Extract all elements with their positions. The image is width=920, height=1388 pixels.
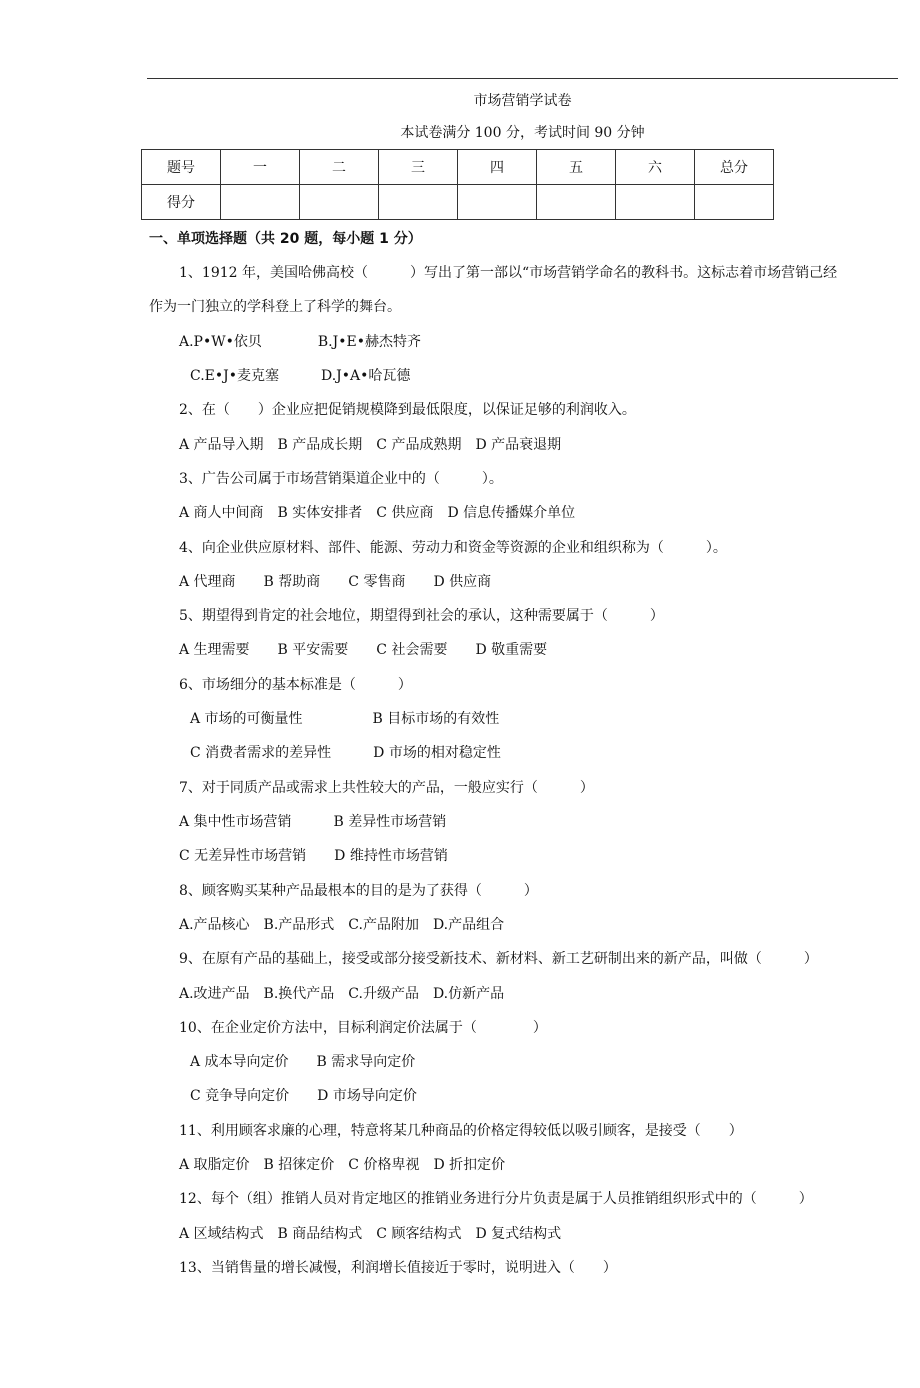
answer-options: A.改进产品 B.换代产品 C.升级产品 D.仿新产品 (179, 986, 505, 1002)
answer-options: C 竞争导向定价 D 市场导向定价 (190, 1088, 417, 1104)
table-cell: 得分 (142, 185, 221, 220)
question-text: 9、在原有产品的基础上，接受或部分接受新技术、新材料、新工艺研制出来的新产品，叫做（ ） (179, 951, 818, 967)
score-cell (379, 185, 458, 220)
answer-options: A 生理需要 B 平安需要 C 社会需要 D 敬重需要 (179, 642, 548, 658)
table-cell: 二 (300, 150, 379, 185)
table-cell: 一 (221, 150, 300, 185)
score-cell (221, 185, 300, 220)
score-cell (300, 185, 379, 220)
answer-options: C 消费者需求的差异性 D 市场的相对稳定性 (190, 745, 501, 761)
exam-info: 本试卷满分 100 分，考试时间 90 分钟 (400, 125, 645, 141)
section-heading: 一、单项选择题（共 20 题，每小题 1 分） (149, 231, 422, 247)
answer-options: C.E•J•麦克塞 D.J•A•哈瓦德 (190, 368, 411, 384)
answer-options: A 集中性市场营销 B 差异性市场营销 (179, 814, 447, 830)
answer-options: A.产品核心 B.产品形式 C.产品附加 D.产品组合 (179, 917, 505, 933)
question-text: 10、在企业定价方法中，目标利润定价法属于（ ） (179, 1020, 547, 1036)
score-cell (616, 185, 695, 220)
question-text: 4、向企业供应原材料、部件、能源、劳动力和资金等资源的企业和组织称为（ ）。 (179, 540, 727, 556)
score-cell (537, 185, 616, 220)
table-cell: 题号 (142, 150, 221, 185)
table-cell: 三 (379, 150, 458, 185)
table-cell: 五 (537, 150, 616, 185)
page-title: 市场营销学试卷 (473, 93, 572, 109)
answer-options: C 无差异性市场营销 D 维持性市场营销 (179, 848, 448, 864)
answer-options: A 区域结构式 B 商品结构式 C 顾客结构式 D 复式结构式 (179, 1226, 562, 1242)
question-text: 5、期望得到肯定的社会地位，期望得到社会的承认，这种需要属于（ ） (179, 608, 664, 624)
question-text: 8、顾客购买某种产品最根本的目的是为了获得（ ） (179, 883, 538, 899)
table-cell: 四 (458, 150, 537, 185)
score-cell (695, 185, 774, 220)
table-cell: 六 (616, 150, 695, 185)
answer-options: A 成本导向定价 B 需求导向定价 (190, 1054, 416, 1070)
question-text: 2、在（ ）企业应把促销规模降到最低限度，以保证足够的利润收入。 (179, 402, 636, 418)
answer-options: A 取脂定价 B 招徕定价 C 价格卑视 D 折扣定价 (179, 1157, 506, 1173)
answer-options: A 代理商 B 帮助商 C 零售商 D 供应商 (179, 574, 492, 590)
score-cell (458, 185, 537, 220)
table-row (142, 150, 774, 185)
question-text: 11、利用顾客求廉的心理，特意将某几种商品的价格定得较低以吸引顾客，是接受（ ） (179, 1123, 743, 1139)
question-text: 6、市场细分的基本标准是（ ） (179, 677, 412, 693)
question-text: 7、对于同质产品或需求上共性较大的产品，一般应实行（ ） (179, 780, 594, 796)
question-text: 作为一门独立的学科登上了科学的舞台。 (149, 299, 401, 315)
answer-options: A.P•W•依贝 B.J•E•赫杰特齐 (179, 334, 421, 350)
question-text: 1、1912 年，美国哈佛高校（ ）写出了第一部以“市场营销学命名的教科书。这标志着市场营销己经 (179, 265, 838, 281)
answer-options: A 市场的可衡量性 B 目标市场的有效性 (190, 711, 500, 727)
answer-options: A 产品导入期 B 产品成长期 C 产品成熟期 D 产品衰退期 (179, 437, 562, 453)
question-text: 3、广告公司属于市场营销渠道企业中的（ ）。 (179, 471, 503, 487)
question-text: 13、当销售量的增长减慢，利润增长值接近于零时，说明进入（ ） (179, 1260, 617, 1276)
question-text: 12、每个（组）推销人员对肯定地区的推销业务进行分片负责是属于人员推销组织形式中的（ ） (179, 1191, 813, 1207)
answer-options: A 商人中间商 B 实体安排者 C 供应商 D 信息传播媒介单位 (179, 505, 576, 521)
table-cell: 总分 (695, 150, 774, 185)
top-rule (147, 78, 898, 79)
score-table (141, 149, 774, 220)
table-row (142, 185, 774, 220)
